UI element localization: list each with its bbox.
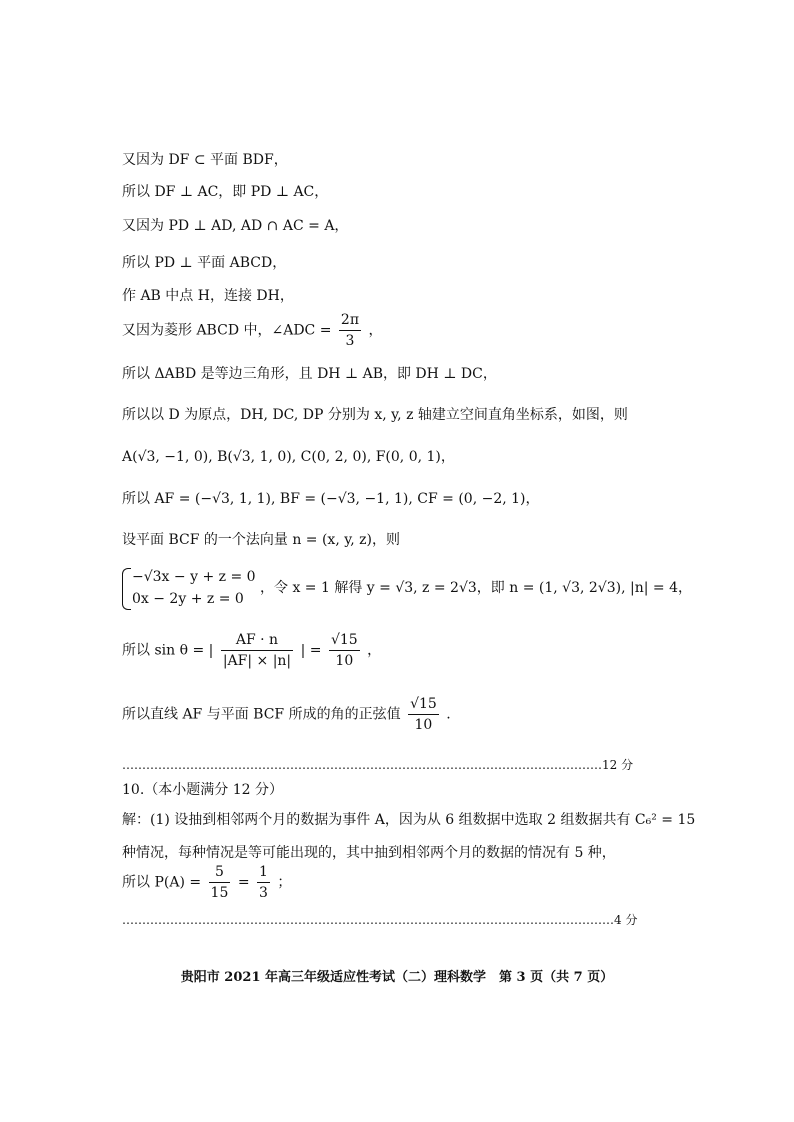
left-brace-icon — [122, 568, 131, 610]
text-segment: ； — [277, 874, 292, 891]
fraction-numerator: 5 — [209, 862, 231, 883]
answer-line — [122, 694, 451, 735]
score-line: ……………………………………………………………………………………………………………4 分 — [122, 913, 638, 927]
fraction-denominator: 3 — [345, 333, 355, 349]
solution-line: 又因为 DF ⊂ 平面 BDF， — [122, 152, 288, 168]
fraction-numerator: 2π — [339, 310, 361, 331]
coordinates-line: A(√3, −1, 0), B(√3, 1, 0), C(0, 2, 0), F(0, 0, 1)， — [122, 449, 455, 465]
text-segment: ，令 x = 1 解得 y = √3, z = 2√3，即 n = (1, √3, 2√3), |n| = 4， — [260, 580, 692, 596]
fraction-numerator: AF · n — [221, 630, 293, 651]
probability-line — [122, 862, 291, 903]
equation-system-line — [122, 566, 692, 610]
equation-system — [122, 566, 256, 610]
fraction — [209, 862, 231, 903]
solution-line: 所以 PD ⊥ 平面 ABCD， — [122, 255, 287, 271]
fraction-denominator: 10 — [335, 653, 354, 669]
text-segment: | = — [300, 642, 322, 659]
page-footer: 贵阳市 2021 年高三年级适应性考试（二）理科数学 第 3 页（共 7 页） — [180, 970, 614, 985]
solution-line: 所以以 D 为原点，DH, DC, DP 分别为 x, y, z 轴建立空间直角坐标系，如图，则 — [122, 407, 628, 423]
solution-line: 设平面 BCF 的一个法向量 n = (x, y, z)，则 — [122, 532, 401, 548]
fraction — [339, 310, 361, 351]
score-line: …………………………………………………………………………………………………………12 分 — [122, 758, 634, 772]
fraction-numerator: √15 — [408, 694, 439, 715]
solution-line: 解：(1) 设抽到相邻两个月的数据为事件 A，因为从 6 组数据中选取 2 组数据共有 C₆² = 15 — [122, 812, 696, 828]
question-heading: 10.（本小题满分 12 分） — [122, 782, 283, 798]
vectors-line: 所以 AF = (−√3, 1, 1), BF = (−√3, −1, 1), CF = (0, −2, 1)， — [122, 491, 540, 507]
fraction-numerator: √15 — [329, 630, 360, 651]
text-segment: = — [237, 874, 250, 891]
solution-line: 所以 ΔABD 是等边三角形，且 DH ⊥ AB，即 DH ⊥ DC， — [122, 366, 497, 382]
text-segment: 所以 P(A) = — [122, 874, 202, 891]
fraction — [221, 630, 293, 671]
fraction-denominator: 10 — [414, 717, 433, 733]
solution-line: 作 AB 中点 H，连接 DH， — [122, 288, 294, 304]
fraction — [257, 862, 270, 903]
fraction-denominator: 3 — [259, 885, 268, 901]
fraction — [329, 630, 360, 671]
text-segment: ， — [367, 642, 382, 659]
sine-line — [122, 630, 381, 671]
text-segment: 所以直线 AF 与平面 BCF 所成的角的正弦值 — [122, 706, 401, 723]
equation-row: −√3x − y + z = 0 — [132, 569, 256, 585]
fraction-denominator: |AF| × |n| — [222, 653, 292, 669]
text-segment: . — [446, 706, 451, 723]
solution-line-fraction — [122, 310, 382, 351]
text-segment: 又因为菱形 ABCD 中，∠ADC = — [122, 322, 332, 339]
text-segment: ， — [368, 322, 383, 339]
solution-line: 所以 DF ⊥ AC，即 PD ⊥ AC， — [122, 184, 329, 200]
fraction-numerator: 1 — [257, 862, 270, 883]
solution-line: 又因为 PD ⊥ AD, AD ∩ AC = A， — [122, 218, 349, 234]
solution-line: 种情况，每种情况是等可能出现的，其中抽到相邻两个月的数据的情况有 5 种， — [122, 845, 616, 861]
fraction-denominator: 15 — [210, 885, 229, 901]
fraction — [408, 694, 439, 735]
equation-row: 0x − 2y + z = 0 — [132, 591, 244, 607]
text-segment: 所以 sin θ = | — [122, 642, 214, 659]
